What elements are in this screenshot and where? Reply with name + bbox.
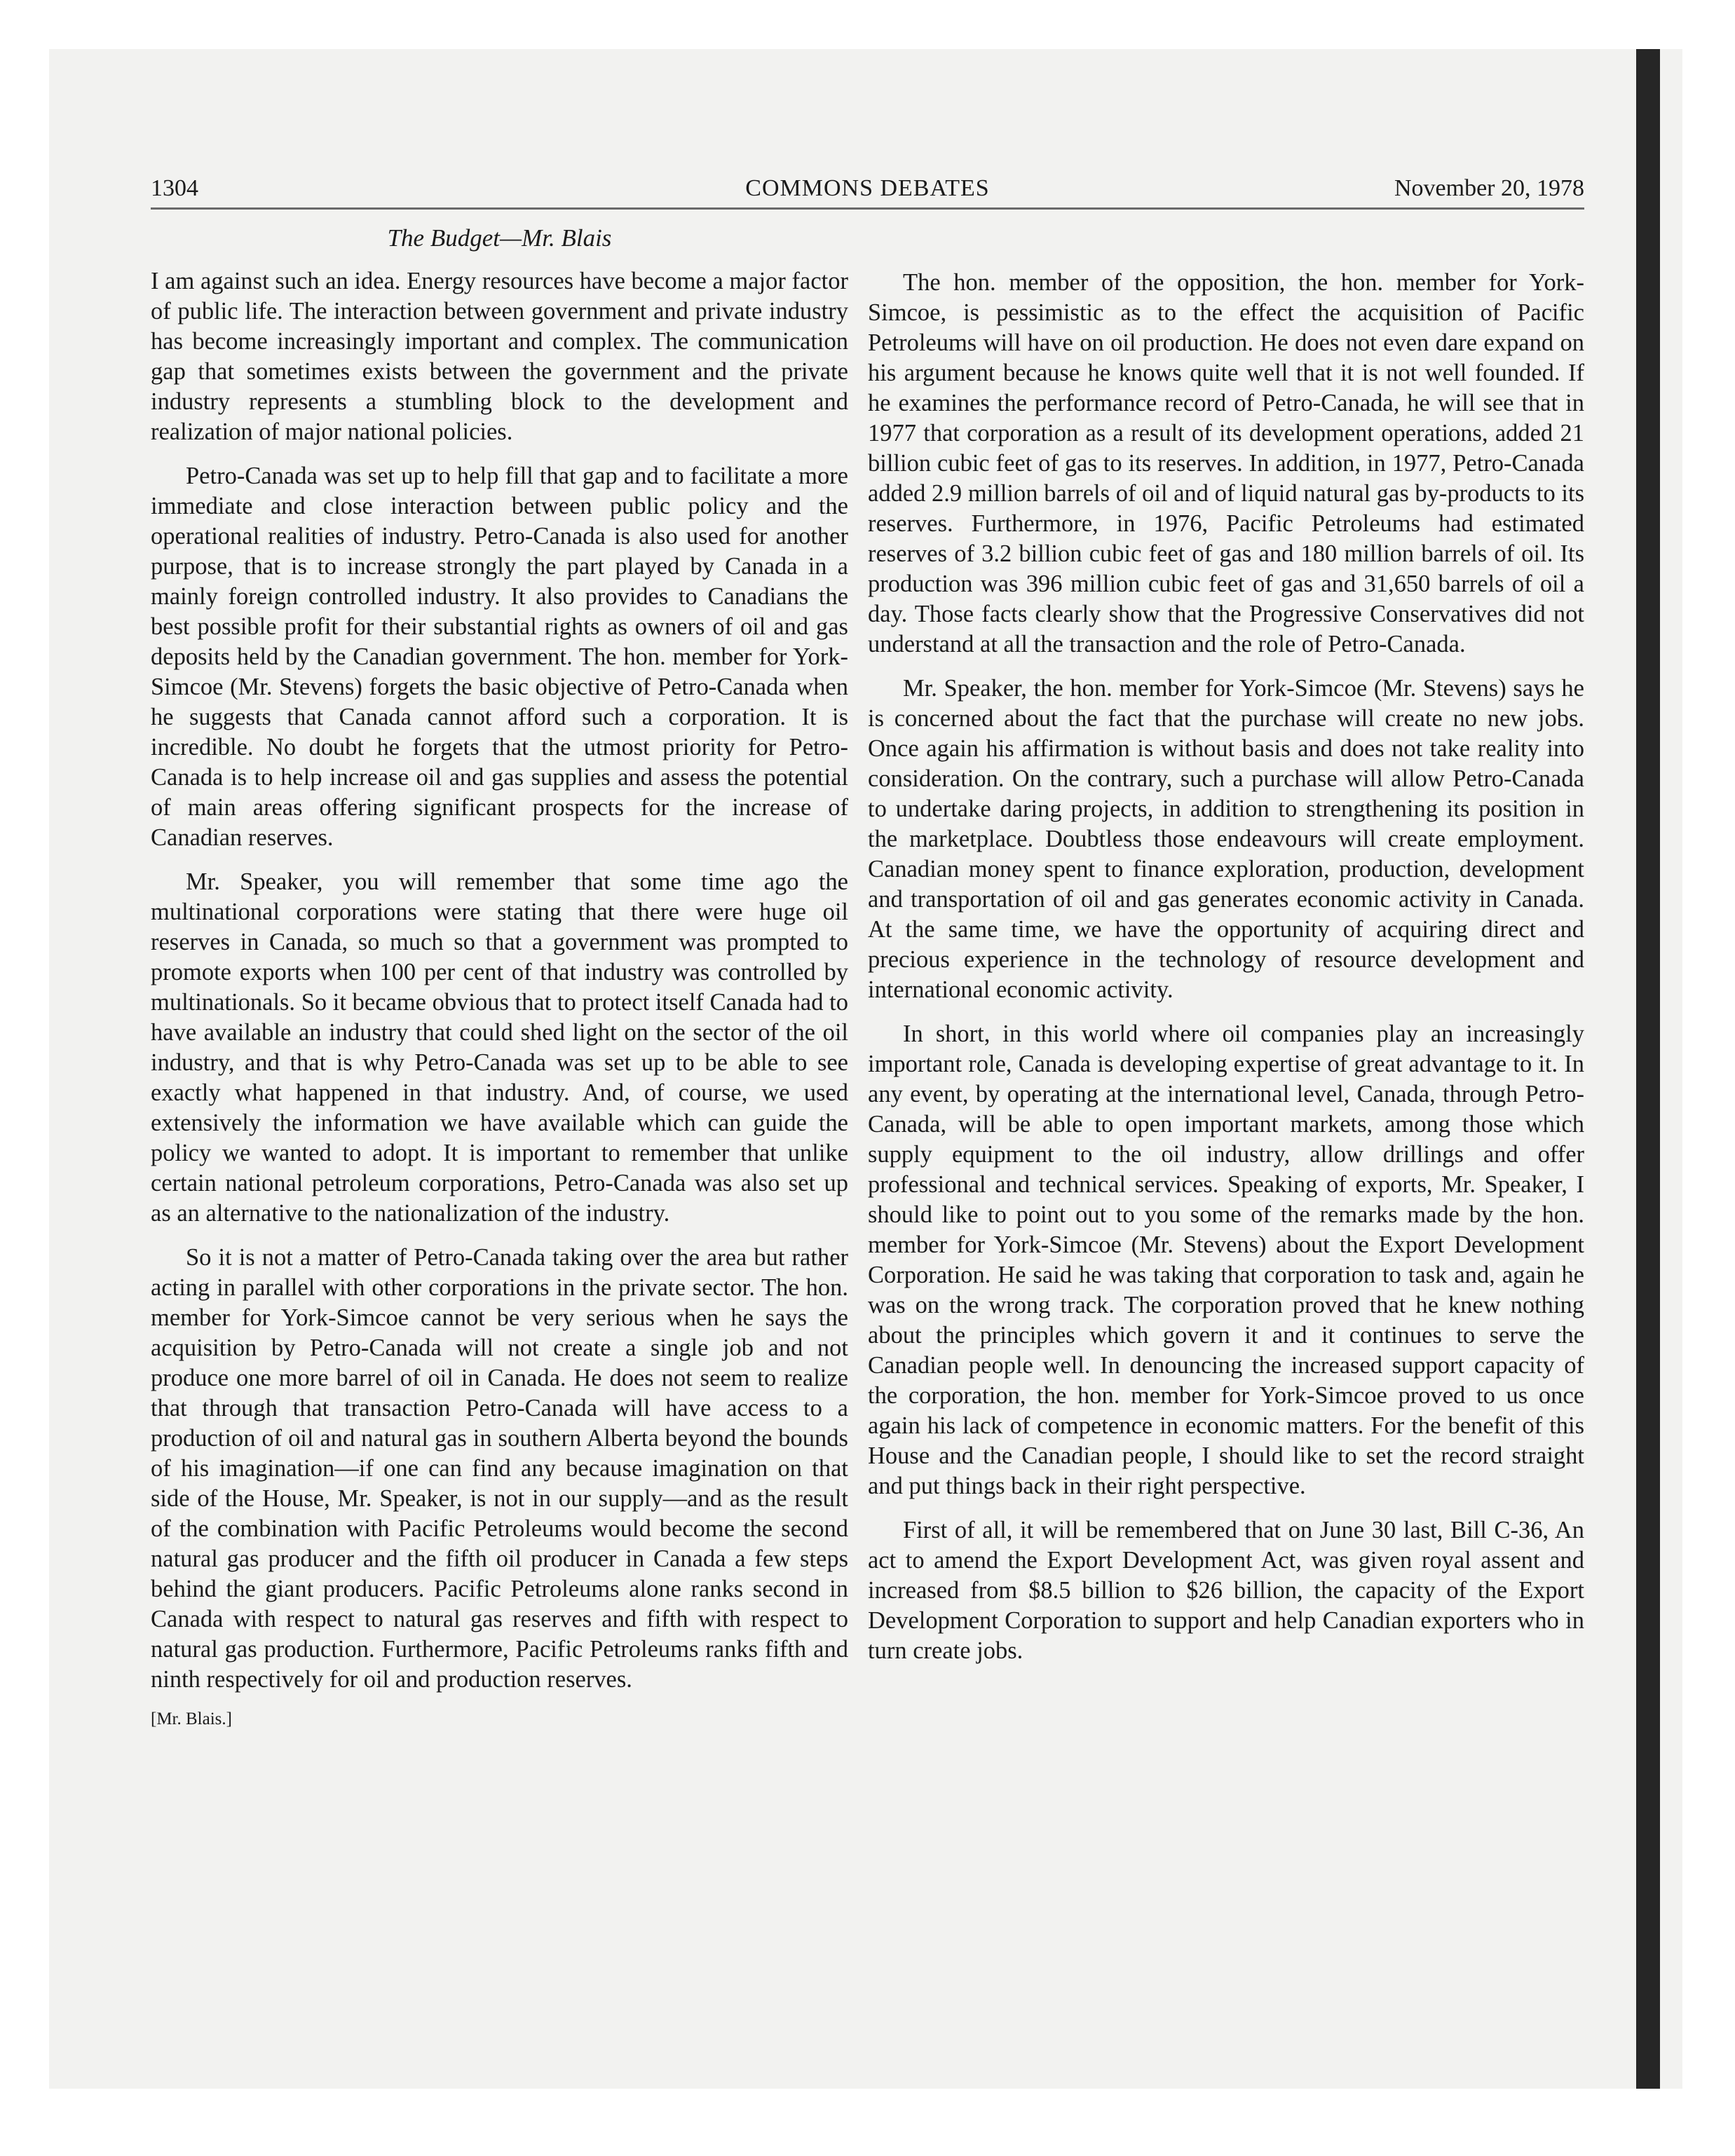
page-number: 1304	[151, 175, 198, 201]
section-subheading: The Budget—Mr. Blais	[387, 224, 612, 252]
header-rule	[151, 207, 1584, 210]
publication-title: COMMONS DEBATES	[745, 175, 990, 201]
page-header	[151, 175, 1584, 210]
paragraph: I am against such an idea. Energy resources have become a major factor of public life. The interaction between government and private industry has become increasingly important and complex. The communication gap that sometimes exists between the government and the private industry represents a stumbling block to the development and realization of major national policies.	[151, 268, 848, 445]
paragraph: First of all, it will be remembered that on June 30 last, Bill C-36, An act to amend the Export Development Act, was given royal assent and increased from $8.5 billion to $26 billion, the capacity of the Export Development Corporation to support and help Canadian exporters who in turn create jobs.	[868, 1517, 1584, 1664]
paragraph: Mr. Speaker, you will remember that some time ago the multinational corporations were stating that there were huge oil reserves in Canada, so much so that a government was prompted to promote exports when 100 per cent of that industry was controlled by multinationals. So it became obvious that to protect itself Canada had to have available an industry that could shed light on the sector of the oil industry, and that is why Petro-Canada was set up to be able to see exactly what happened in that industry. And, of course, we used extensively the information we have available which can guide the policy we wanted to adopt. It is important to remember that unlike certain national petroleum corporations, Petro-Canada was also set up as an alternative to the nationalization of the industry.	[151, 868, 848, 1227]
right-column	[868, 268, 1584, 1680]
paragraph: So it is not a matter of Petro-Canada taking over the area but rather acting in parallel with other corporations in the private sector. The hon. member for York-Simcoe cannot be very serious when he says the acquisition by Petro-Canada will not create a single job and not produce one more barrel of oil in Canada. He does not seem to realize that through that transaction Petro-Canada will have access to a production of oil and natural gas in southern Alberta beyond the bounds of his imagination—if one can find any because imagination on that side of the House, Mr. Speaker, is not in our supply—and as the result of the combination with Pacific Petroleums would become the second natural gas producer and the fifth oil producer in Canada a few steps behind the giant producers. Pacific Petroleums alone ranks second in Canada with respect to natural gas reserves and fifth with respect to natural gas production. Furthermore, Pacific Petroleums ranks fifth and ninth respectively for oil and production reserves.	[151, 1244, 848, 1693]
paragraph: Mr. Speaker, the hon. member for York-Simcoe (Mr. Stevens) says he is concerned about the fact that the purchase will create no new jobs. Once again his affirmation is without basis and does not take reality into consideration. On the contrary, such a purchase will allow Petro-Canada to undertake daring projects, in addition to strengthening its position in the marketplace. Doubtless those endeavours will create employment. Canadian money spent to finance exploration, production, development and transportation of oil and gas generates economic activity in Canada. At the same time, we have the opportunity of acquiring direct and precious experience in the technology of resource development and international economic activity.	[868, 675, 1584, 1003]
paragraph: In short, in this world where oil companies play an increasingly important role, Canada is developing expertise of great advantage to it. In any event, by operating at the international level, Canada, through Petro-Canada, will be able to open important markets, among those which supply equipment to the oil industry, allow drillings and offer professional and technical services. Speaking of exports, Mr. Speaker, I should like to point out to you some of the remarks made by the hon. member for York-Simcoe (Mr. Stevens) about the Export Development Corporation. He said he was taking that corporation to task and, again he was on the wrong track. The corporation proved that he knew nothing about the principles which govern it and it continues to serve the Canadian people well. In denouncing the increased support capacity of the corporation, the hon. member for York-Simcoe proved to us once again his lack of competence in economic matters. For the benefit of this House and the Canadian people, I should like to set the record straight and put things back in their right perspective.	[868, 1021, 1584, 1499]
scan-edge-shadow	[1636, 49, 1660, 2089]
paragraph: The hon. member of the opposition, the hon. member for York-Simcoe, is pessimistic as to the effect the acquisition of Pacific Petroleums will have on oil production. He does not even dare expand on his argument because he knows quite well that it is not well founded. If he examines the performance record of Petro-Canada, he will see that in 1977 that corporation as a result of its development operations, added 21 billion cubic feet of gas to its reserves. In addition, in 1977, Petro-Canada added 2.9 million barrels of oil and of liquid natural gas by-products to its reserves. Furthermore, in 1976, Pacific Petroleums had estimated reserves of 3.2 billion cubic feet of gas and 180 million barrels of oil. Its production was 396 million cubic feet of gas and 31,650 barrels of oil a day. Those facts clearly show that the Progressive Conservatives did not understand at all the transaction and the role of Petro-Canada.	[868, 269, 1584, 657]
paragraph: Petro-Canada was set up to help fill that gap and to facilitate a more immediate and close interaction between public policy and the operational realities of industry. Petro-Canada is also used for another purpose, that is to increase strongly the part played by Canada in a mainly foreign controlled industry. It also provides to Canadians the best possible profit for their substantial rights as owners of oil and gas deposits held by the Canadian government. The hon. member for York-Simcoe (Mr. Stevens) forgets the basic objective of Petro-Canada when he suggests that Canada cannot afford such a corporation. It is incredible. No doubt he forgets that the utmost priority for Petro-Canada is to help increase oil and gas supplies and assess the potential of main areas offering significant prospects for the increase of Canadian reserves.	[151, 463, 848, 851]
publication-date: November 20, 1978	[1394, 175, 1584, 201]
speaker-attribution: [Mr. Blais.]	[151, 1710, 232, 1728]
left-column	[151, 266, 848, 1744]
